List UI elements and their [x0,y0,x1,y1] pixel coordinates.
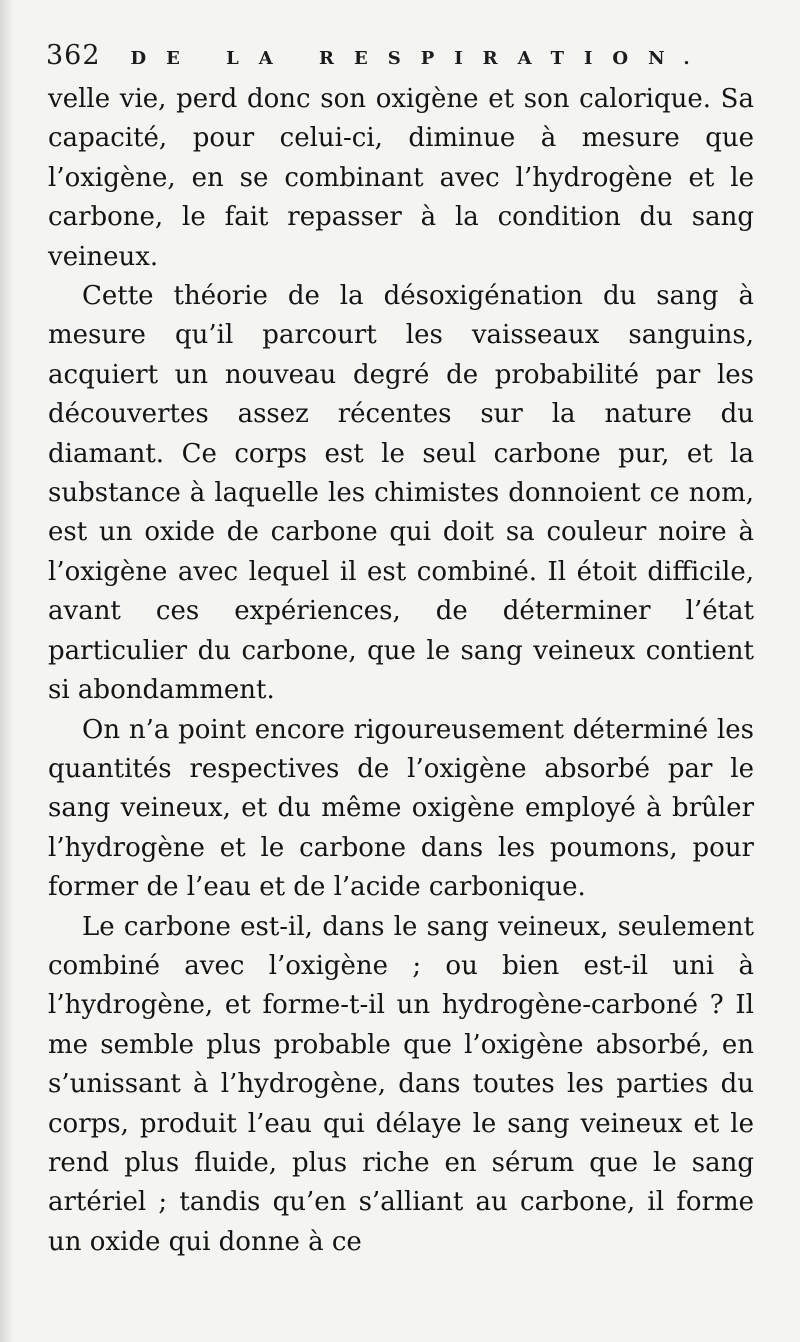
running-title: DE LA RESPIRATION. [130,48,710,69]
paragraph-continuation: velle vie, perd donc son oxigène et son calorique. Sa capacité, pour celui-ci, diminue à mesure que l’oxigène, en se combinant avec l’hydrogène et le carbone, le fait repasser à la condition du sang veineux. [48,84,754,272]
paragraph-desoxigenation: Cette théorie de la désoxigénation du sang à mesure qu’il parcourt les vaisseaux sanguins, acquiert un nouveau degré de probabilité par les découvertes assez récentes sur la nature du diamant. Ce corps est le seul carbone pur, et la substance à laquelle les chimistes donnoient ce nom, est un oxide de carbone qui doit sa couleur noire à l’oxigène avec lequel il est combiné. Il étoit difficile, avant ces expériences, de déterminer l’état particulier du carbone, que le sang veineux contient si abondamment. [48,281,754,706]
running-head [46,40,766,84]
page-number: 362 [46,40,101,71]
paragraph-quantites: On n’a point encore rigoureusement déterminé les quantités respectives de l’oxigène absorbé par le sang veineux, et du même oxigène employé à brûler l’hydrogène et le carbone dans les poumons, pour former de l’eau et de l’acide carbonique. [48,714,754,903]
paragraph-carbone: Le carbone est-il, dans le sang veineux, seulement combiné avec l’oxigène ; ou bien est-il uni à l’hydrogène, et forme-t-il un hydrogène-carboné ? Il me semble plus probable que l’oxigène absorbé, en s’unissant à l’hydrogène, dans toutes les parties du corps, produit l’eau qui délaye le sang veineux et le rend plus fluide, plus riche en sérum que le sang artériel ; tandis qu’en s’alliant au carbone, il forme un oxide qui donne à ce [48,911,754,1257]
body-text [48,80,754,1262]
